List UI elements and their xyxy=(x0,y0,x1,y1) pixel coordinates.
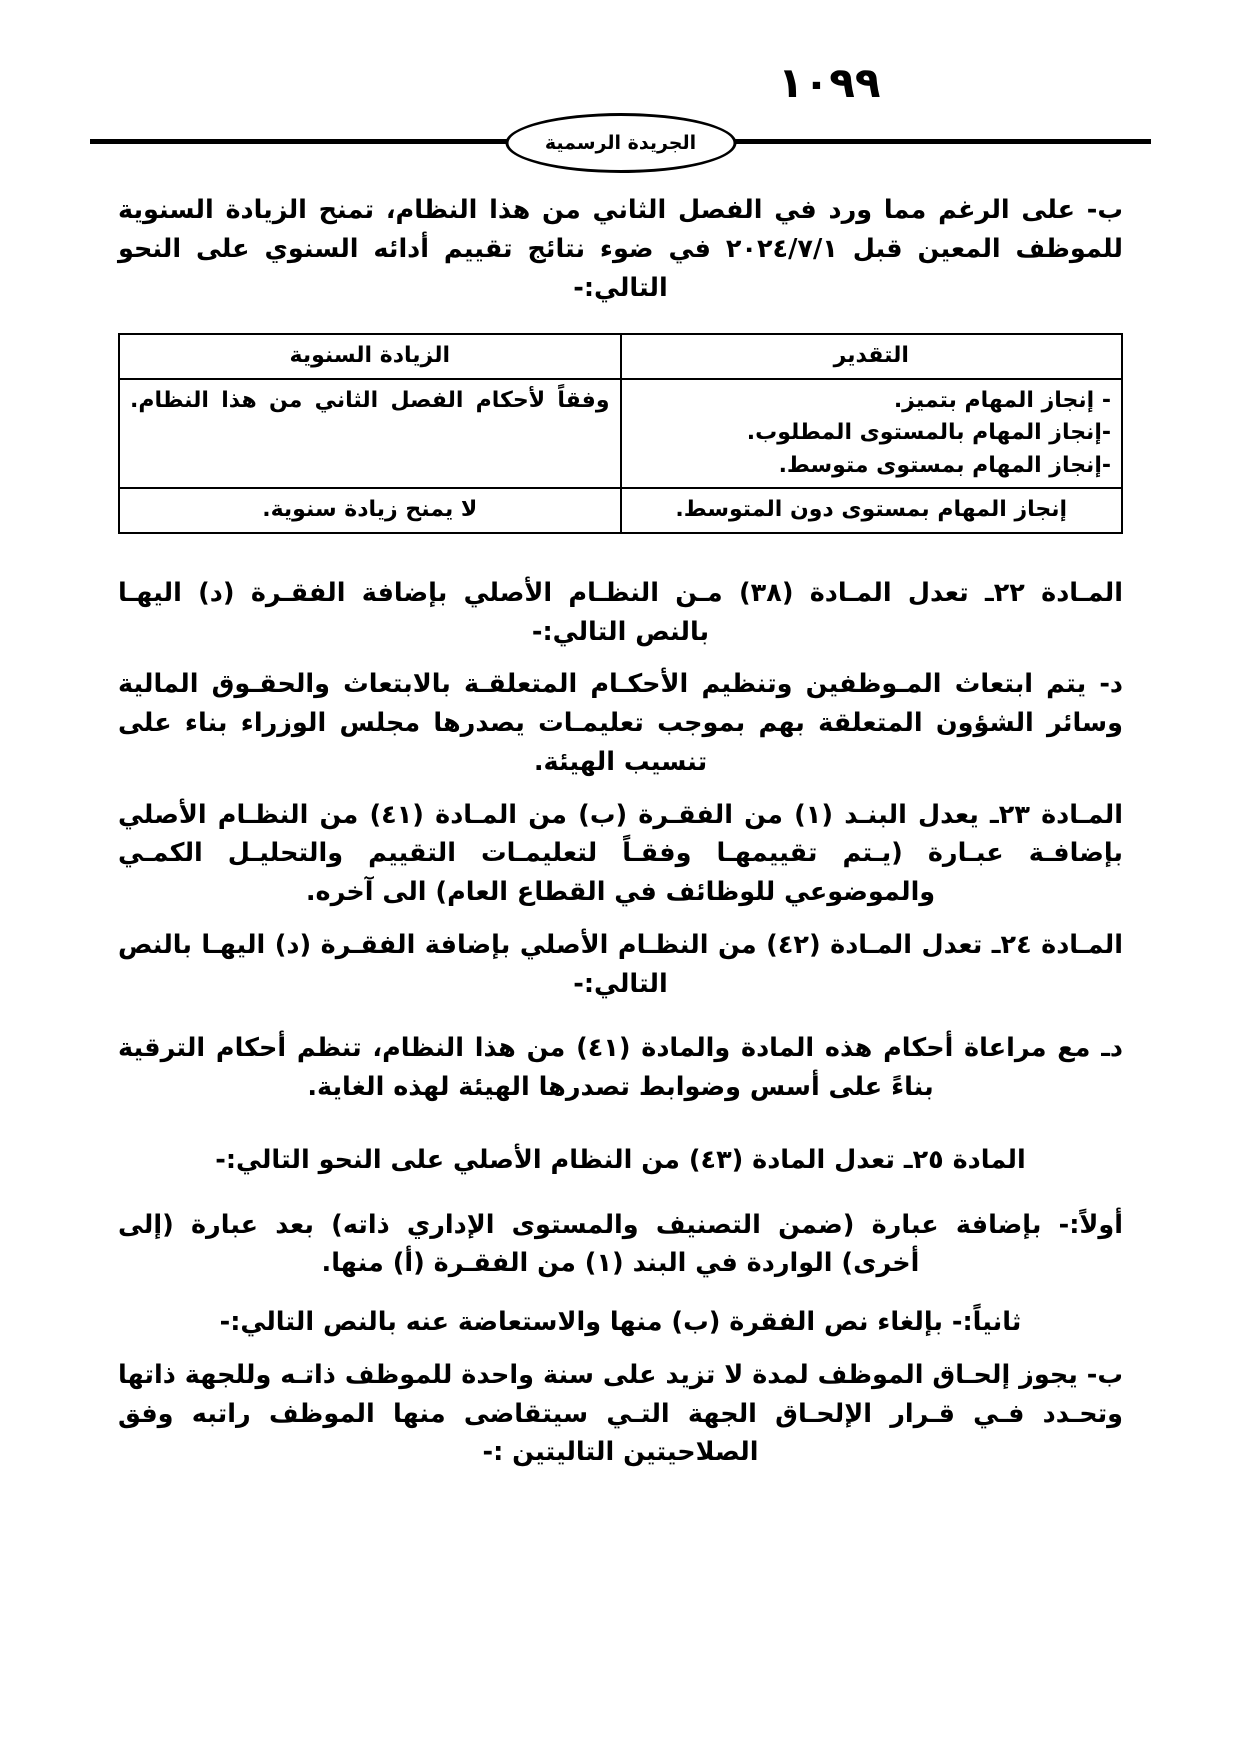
article-22: المـادة ٢٢ـ تعدل المـادة (٣٨) مـن النظـام الأصلي بإضافة الفقـرة (د) اليهـا بالنص التالي:- xyxy=(118,577,1123,647)
article-23: المـادة ٢٣ـ يعدل البنـد (١) من الفقـرة (ب) من المـادة (٤١) من النظـام الأصلي بإضافـة عبـارة (يـتم تقييمهـا وفقـاً لتعليمـات التقييم والتحليـل الكمـي والموضوعي للوظائف في القطاع العام) الى آخره. xyxy=(118,799,1123,908)
article-25-second-clause-b: ب- يجوز إلحـاق الموظف لمدة لا تزيد على سنة واحدة للموظف ذاتـه وللجهة ذاتها وتحـدد فـي قـرار الإلحـاق الجهة التـي سيتقاضى منها الموظف راتبه وفق الصلاحيتين التاليتين :- xyxy=(118,1359,1123,1468)
gazette-badge: الجريدة الرسمية xyxy=(505,113,736,173)
article-25: المادة ٢٥ـ تعدل المادة (٤٣) من النظام الأصلي على النحو التالي:- xyxy=(215,1144,1026,1175)
article-22-clause-d: د- يتم ابتعاث المـوظفين وتنظيم الأحكـام المتعلقـة بالابتعاث والحقـوق المالية وسائر الشؤون المتعلقة بهم بموجب تعليمـات يصدرها مجلس الوزراء بناء على تنسيب الهيئة. xyxy=(118,669,1123,777)
page-header xyxy=(118,113,1123,167)
table-row xyxy=(119,379,1122,489)
page-number: ١٠٩٩ xyxy=(778,58,881,107)
rating-line: -إنجاز المهام بالمستوى المطلوب. xyxy=(746,420,1111,446)
table-header-rating: التقدير xyxy=(621,334,1123,379)
article-24-clause-d: دـ مع مراعاة أحكام هذه المادة والمادة (٤١) من هذا النظام، تنظم أحكام الترقية بناءً على أسس وضوابط تصدرها الهيئة لهذه الغاية. xyxy=(118,1033,1124,1103)
table-cell-increase: وفقاً لأحكام الفصل الثاني من هذا النظام. xyxy=(119,379,621,489)
article-25-second: ثانياً:- بإلغاء نص الفقرة (ب) منها والاستعاضة عنه بالنص التالي:- xyxy=(219,1307,1022,1338)
table-cell-rating xyxy=(621,379,1123,489)
annual-increase-table xyxy=(118,333,1123,534)
article-25-first: أولاً:- بإضافة عبارة (ضمن التصنيف والمستوى الإداري ذاته) بعد عبارة (إلى أخرى) الواردة في البند (١) من الفقـرة (أ) منها. xyxy=(118,1209,1123,1279)
table-header-row xyxy=(119,334,1122,379)
rating-line: -إنجاز المهام بمستوى متوسط. xyxy=(778,452,1111,478)
paragraph-b: ب- على الرغم مما ورد في الفصل الثاني من هذا النظام، تمنح الزيادة السنوية للموظف المعين قبل ٢٠٢٤/٧/١ في ضوء نتائج تقييم أدائه السنوي على النحو التالي:- xyxy=(118,195,1123,303)
table-cell-increase: لا يمنح زيادة سنوية. xyxy=(119,488,621,533)
article-24: المـادة ٢٤ـ تعدل المـادة (٤٢) من النظـام الأصلي بإضافة الفقـرة (د) اليهـا بالنص التالي:- xyxy=(118,929,1123,999)
table-row xyxy=(119,488,1122,533)
table-cell-rating: إنجاز المهام بمستوى دون المتوسط. xyxy=(621,488,1123,533)
table-header-annual-increase: الزيادة السنوية xyxy=(119,334,621,379)
rating-line: - إنجاز المهام بتميز. xyxy=(893,387,1111,413)
